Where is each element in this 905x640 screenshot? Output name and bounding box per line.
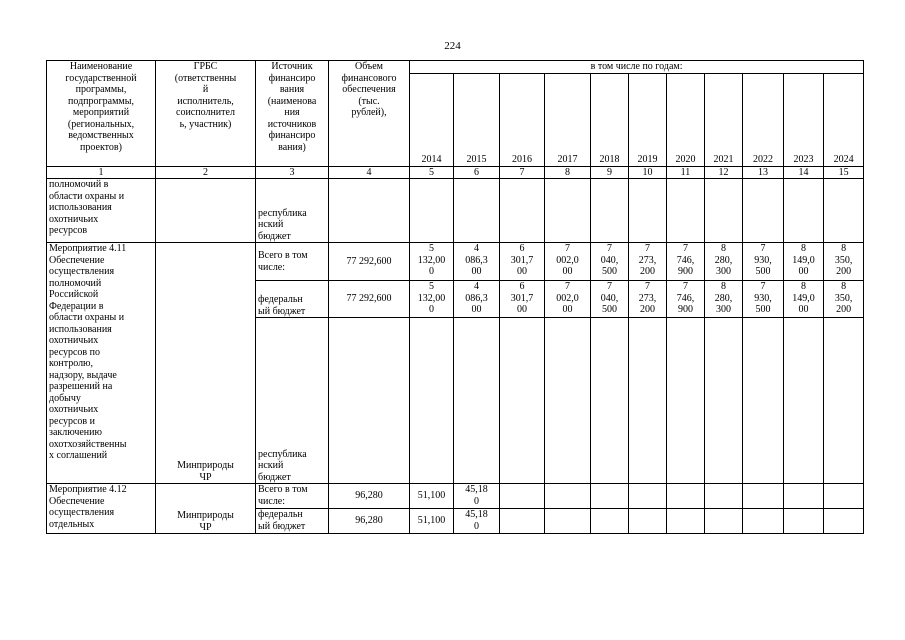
header-name-cell: Наименование государственной программы, подпрограммы, мероприятий (региональных, ведомственных проектов): [47, 61, 156, 167]
header-year-2020: 2020: [667, 73, 705, 166]
empty-cell: [329, 318, 410, 484]
column-number: 7: [500, 166, 545, 179]
measure-4-12-total-source: Всего в том числе:: [256, 484, 329, 509]
measure-4-11-total-source: Всего в том числе:: [256, 243, 329, 281]
header-row: [47, 61, 864, 74]
measure-4-11-total-2020: 7 746, 900: [667, 243, 705, 281]
column-number: 1: [47, 166, 156, 179]
measure-4-11-federal-2024: 8 350, 200: [824, 281, 864, 318]
header-year-2017: 2017: [545, 73, 591, 166]
header-year-2018: 2018: [591, 73, 629, 166]
header-year-2014: 2014: [410, 73, 454, 166]
continuation-row: [47, 179, 864, 243]
measure-4-11-total-2024: 8 350, 200: [824, 243, 864, 281]
column-number: 9: [591, 166, 629, 179]
measure-4-11-total-2018: 7 040, 500: [591, 243, 629, 281]
column-number: 5: [410, 166, 454, 179]
measure-4-11-grbs-cell: Минприроды ЧР: [156, 243, 256, 484]
measure-4-11-federal-2022: 7 930, 500: [743, 281, 784, 318]
column-number: 12: [705, 166, 743, 179]
measure-4-12-grbs-cell: Минприроды ЧР: [156, 484, 256, 534]
measure-4-11-total-2022: 7 930, 500: [743, 243, 784, 281]
column-number: 6: [454, 166, 500, 179]
measure-4-11-total-row: [47, 243, 864, 281]
column-number: 11: [667, 166, 705, 179]
measure-4-12-federal-source: федеральн ый бюджет: [256, 509, 329, 534]
header-grbs-cell: ГРБС (ответственны й исполнитель, соисполнител ь, участник): [156, 61, 256, 167]
measure-4-11-federal-2015: 4 086,3 00: [454, 281, 500, 318]
page-number: 224: [444, 40, 461, 52]
budget-table: [46, 60, 864, 534]
header-volume-cell: Объем финансового обеспечения (тыс. рублей),: [329, 61, 410, 167]
continuation-grbs-cell: [156, 179, 256, 243]
measure-4-11-federal-2017: 7 002,0 00: [545, 281, 591, 318]
measure-4-11-federal-2020: 7 746, 900: [667, 281, 705, 318]
measure-4-12-federal-2015: 45,18 0: [454, 509, 500, 534]
measure-4-11-federal-2023: 8 149,0 00: [784, 281, 824, 318]
continuation-name-cell: полномочий в области охраны и использования охотничьих ресурсов: [47, 179, 156, 243]
measure-4-12-total-volume: 96,280: [329, 484, 410, 509]
column-number: 15: [824, 166, 864, 179]
header-year-2015: 2015: [454, 73, 500, 166]
measure-4-11-total-2021: 8 280, 300: [705, 243, 743, 281]
measure-4-12-federal-2014: 51,100: [410, 509, 454, 534]
header-year-2019: 2019: [629, 73, 667, 166]
header-source-cell: Источник финансиро вания (наименова ния источников финансиро вания): [256, 61, 329, 167]
measure-4-11-total-2015: 4 086,3 00: [454, 243, 500, 281]
column-number: 10: [629, 166, 667, 179]
column-number: 8: [545, 166, 591, 179]
column-number: 14: [784, 166, 824, 179]
measure-4-11-federal-2021: 8 280, 300: [705, 281, 743, 318]
measure-4-12-total-2015: 45,18 0: [454, 484, 500, 509]
header-year-2024: 2024: [824, 73, 864, 166]
measure-4-11-federal-2018: 7 040, 500: [591, 281, 629, 318]
measure-4-11-federal-volume: 77 292,600: [329, 281, 410, 318]
column-numbers-row: [47, 166, 864, 179]
header-year-2021: 2021: [705, 73, 743, 166]
empty-cell: [329, 179, 410, 243]
continuation-source-cell: республика нский бюджет: [256, 179, 329, 243]
measure-4-11-total-2023: 8 149,0 00: [784, 243, 824, 281]
measure-4-12-name-cell: Мероприятие 4.12 Обеспечение осуществления отдельных: [47, 484, 156, 534]
measure-4-11-total-2014: 5 132,00 0: [410, 243, 454, 281]
measure-4-12-total-2014: 51,100: [410, 484, 454, 509]
measure-4-11-federal-source: федеральн ый бюджет: [256, 281, 329, 318]
measure-4-11-total-2017: 7 002,0 00: [545, 243, 591, 281]
column-number: 4: [329, 166, 410, 179]
measure-4-11-name-cell: Мероприятие 4.11 Обеспечение осуществления полномочий Российской Федерации в области охраны и использования охотничьих ресурсов по контролю, надзору, выдаче разрешений на добычу охотничьих ресурсов и заключению охотхозяйственны х соглашений: [47, 243, 156, 484]
column-number: 13: [743, 166, 784, 179]
measure-4-11-total-2019: 7 273, 200: [629, 243, 667, 281]
measure-4-11-federal-2014: 5 132,00 0: [410, 281, 454, 318]
column-number: 2: [156, 166, 256, 179]
measure-4-11-total-volume: 77 292,600: [329, 243, 410, 281]
header-years-caption: в том числе по годам:: [410, 61, 864, 74]
measure-4-12-federal-volume: 96,280: [329, 509, 410, 534]
measure-4-11-federal-2016: 6 301,7 00: [500, 281, 545, 318]
measure-4-11-republican-source: республика нский бюджет: [256, 318, 329, 484]
header-year-2022: 2022: [743, 73, 784, 166]
header-year-2016: 2016: [500, 73, 545, 166]
measure-4-11-total-2016: 6 301,7 00: [500, 243, 545, 281]
header-year-2023: 2023: [784, 73, 824, 166]
measure-4-11-federal-2019: 7 273, 200: [629, 281, 667, 318]
measure-4-12-total-row: [47, 484, 864, 509]
column-number: 3: [256, 166, 329, 179]
